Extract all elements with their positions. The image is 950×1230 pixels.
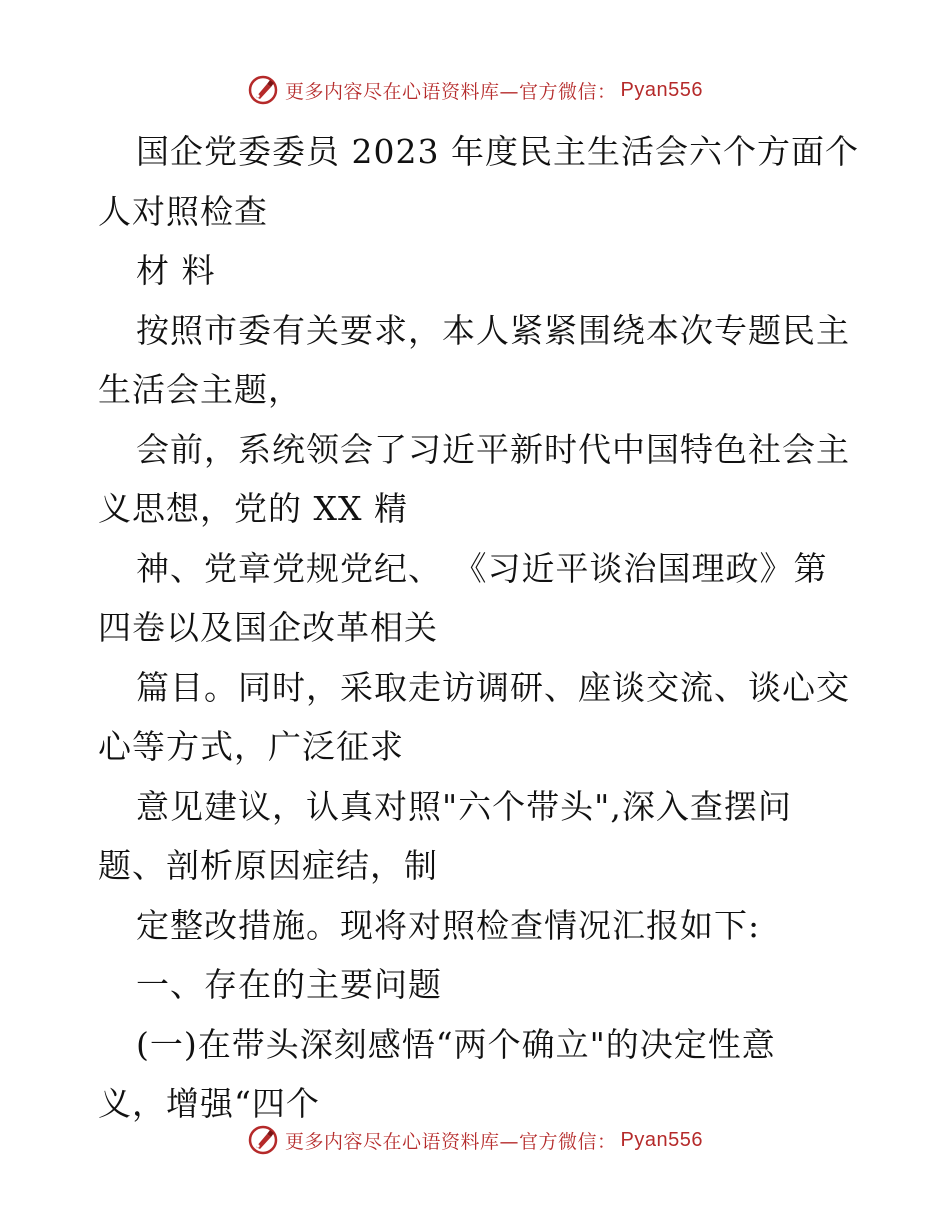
text-line: 国企党委委员 2023 年度民主生活会六个方面个: [136, 132, 859, 171]
pen-nib-circle-icon: [247, 1124, 279, 1156]
document-body: [98, 122, 858, 1134]
text-line: 心等方式，广泛征求: [98, 727, 404, 766]
watermark-wechat-id: Pyan556: [620, 78, 703, 101]
text-line: 题、剖析原因症结，制: [98, 846, 438, 885]
watermark-header: [0, 70, 950, 110]
watermark-text: 更多内容尽在心语资料库—官方微信：: [285, 80, 617, 103]
text-line: 人对照检查: [98, 191, 268, 231]
watermark-text: 更多内容尽在心语资料库—官方微信：: [285, 1130, 617, 1153]
text-line: 意见建议，认真对照"六个带头",深入查摆问: [136, 786, 792, 826]
watermark-wechat-id: Pyan556: [620, 1128, 703, 1151]
text-line: 一、存在的主要问题: [136, 965, 442, 1004]
text-line: 生活会主题，: [98, 370, 302, 409]
text-line: 会前，系统领会了习近平新时代中国特色社会主: [136, 429, 850, 469]
pen-nib-circle-icon: [247, 74, 279, 106]
text-line: 神、党章党规党纪、 《习近平谈治国理政》第: [136, 548, 828, 588]
text-line: 四卷以及国企改革相关: [98, 608, 438, 647]
text-line: 篇目。同时，采取走访调研、座谈交流、谈心交: [136, 667, 850, 707]
text-line: (一)在带头深刻感悟“两个确立"的决定性意: [136, 1024, 776, 1064]
watermark-footer: [0, 1120, 950, 1160]
text-line: 义，增强“四个: [98, 1084, 320, 1123]
text-line: 材 料: [136, 251, 216, 290]
text-line: 按照市委有关要求，本人紧紧围绕本次专题民主: [136, 310, 850, 350]
text-line: 定整改措施。现将对照检查情况汇报如下:: [136, 905, 761, 945]
text-line: 义思想，党的 XX 精: [98, 489, 408, 528]
